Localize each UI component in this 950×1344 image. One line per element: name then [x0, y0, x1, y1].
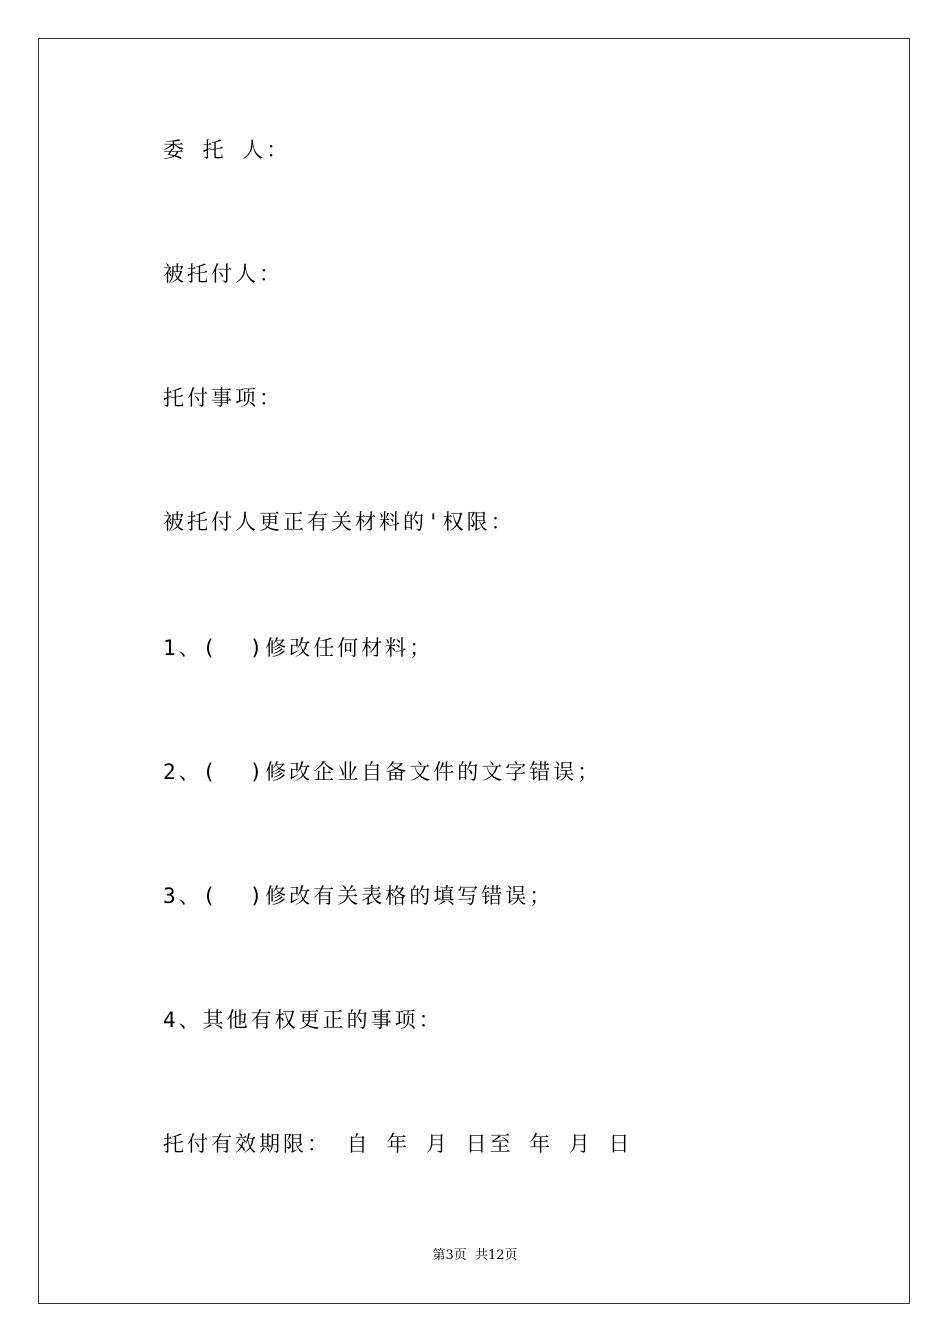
- page-frame: [38, 38, 910, 1304]
- validity-period-line: 托付有效期限： 自 年 月 日至 年 月 日: [163, 1132, 633, 1156]
- page-number-footer: 第3页 共12页: [432, 1248, 518, 1263]
- entrusted-matters-label: 托付事项：: [163, 386, 283, 410]
- authority-option-1: 1、( )修改任何材料；: [163, 636, 434, 660]
- authority-option-4: 4、其他有权更正的事项：: [163, 1008, 443, 1032]
- principal-label: 委 托 人：: [163, 138, 291, 162]
- authority-option-3: 3、( )修改有关表格的填写错误；: [163, 884, 554, 908]
- authority-option-2: 2、( )修改企业自备文件的文字错误；: [163, 760, 602, 784]
- agent-label: 被托付人：: [163, 262, 283, 286]
- correction-authority-heading: 被托付人更正有关材料的'权限：: [163, 510, 515, 534]
